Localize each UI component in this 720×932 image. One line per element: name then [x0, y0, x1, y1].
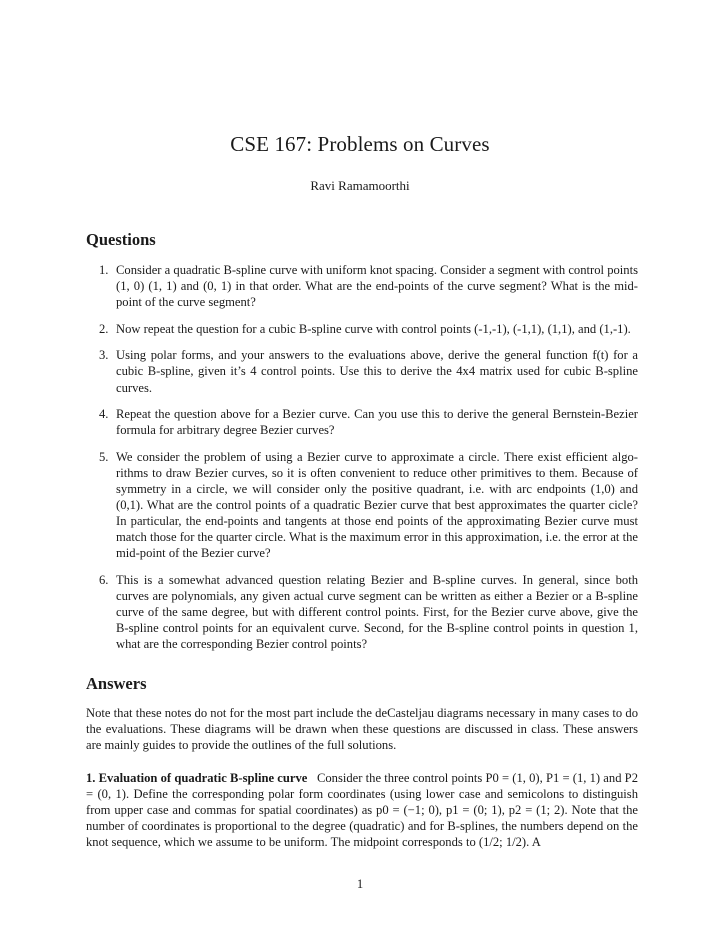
question-text: Now repeat the question for a cubic B-spline curve with control points (-1,-1), (-1,1), (1,1), and (1,-1). [116, 321, 631, 336]
questions-heading: Questions [86, 230, 156, 249]
question-text: Consider a quadratic B-spline curve with uniform knot spacing. Consider a segment with control points (1, 0) (1, 1) and (0, 1) in that order. What are the end-points of the curve segment? What is the mid-point of the curve segment? [116, 263, 638, 310]
document-title: CSE 167: Problems on Curves [230, 132, 490, 156]
answers-intro: Note that these notes do not for the most part include the deCasteljau diagrams necessary in many cases to do the evaluations. These diagrams will be drawn when these questions are discussed in class. These answers are mainly guides to provide the outlines of the full solutions. [86, 706, 638, 753]
question-item [86, 449, 638, 562]
question-text: This is a somewhat advanced question relating Bezier and B-spline curves. In general, since both curves are polynomials, any given actual curve segment can be written as either a Bezier or a B-spline curve of the same degree, but with different control points. First, for the Bezier curve above, give the B-spline control points for an equivalent curve. Second, for the B-spline control points in question 1, what are the corresponding Bezier control points? [116, 573, 638, 652]
question-number: 2. [99, 321, 109, 336]
question-item [86, 347, 638, 395]
question-text: Using polar forms, and your answers to the evaluations above, derive the general function f(t) for a cubic B-spline, given it’s 4 control points. Use this to derive the 4x4 matrix used for cubic B-spline curves. [116, 348, 638, 395]
question-text: Repeat the question above for a Bezier curve. Can you use this to derive the general Bernstein-Bezier formula for arbitrary degree Bezier curves? [116, 407, 638, 438]
question-text: We consider the problem of using a Bezier curve to approximate a circle. There exist efficient algo-rithms to draw Bezier curves, so it is often convenient to reduce other primitives to them. Because of symmetry in a circle, we will consider only the positive quadrant, i.e. with arc endpoints (1,0) and (0,1). What are the control points of a quadratic Bezier curve that best approximates the quarter cicle? In particular, the end-points and tangents at those end points of the approximating Bezier curve must match those for the quarter circle. What is the maximum error in this approximation, i.e. the error at the mid-point of the Bezier curve? [116, 449, 638, 561]
question-number: 4. [99, 407, 109, 422]
question-number: 3. [99, 348, 109, 363]
questions-list [86, 262, 638, 663]
question-item [86, 321, 638, 337]
question-item [86, 572, 638, 652]
question-item [86, 406, 638, 438]
answer-1 [86, 770, 638, 850]
answer-1-text: Consider the three control points P0 = (1, 0), P1 = (1, 1) and P2 = (0, 1). Define the corresponding polar form coordinates (using lower case and semicolons to distinguish from upper case and commas for spatial coordinates) as p0 = (−1; 0), p1 = (0; 1), p2 = (1; 2). Note that the number of coordinates is proportional to the degree (quadratic) and for B-splines, the numbers depend on the knot sequence, which we assume to be uniform. The midpoint corresponds to (1/2; 1/2). A [86, 771, 638, 850]
question-number: 1. [99, 263, 109, 277]
answers-heading: Answers [86, 674, 147, 693]
answer-1-heading: 1. Evaluation of quadratic B-spline curve [86, 771, 308, 785]
question-number: 5. [99, 449, 109, 464]
question-item [86, 262, 638, 310]
author-name: Ravi Ramamoorthi [310, 178, 410, 193]
page-number: 1 [356, 877, 364, 891]
question-number: 6. [99, 573, 109, 587]
